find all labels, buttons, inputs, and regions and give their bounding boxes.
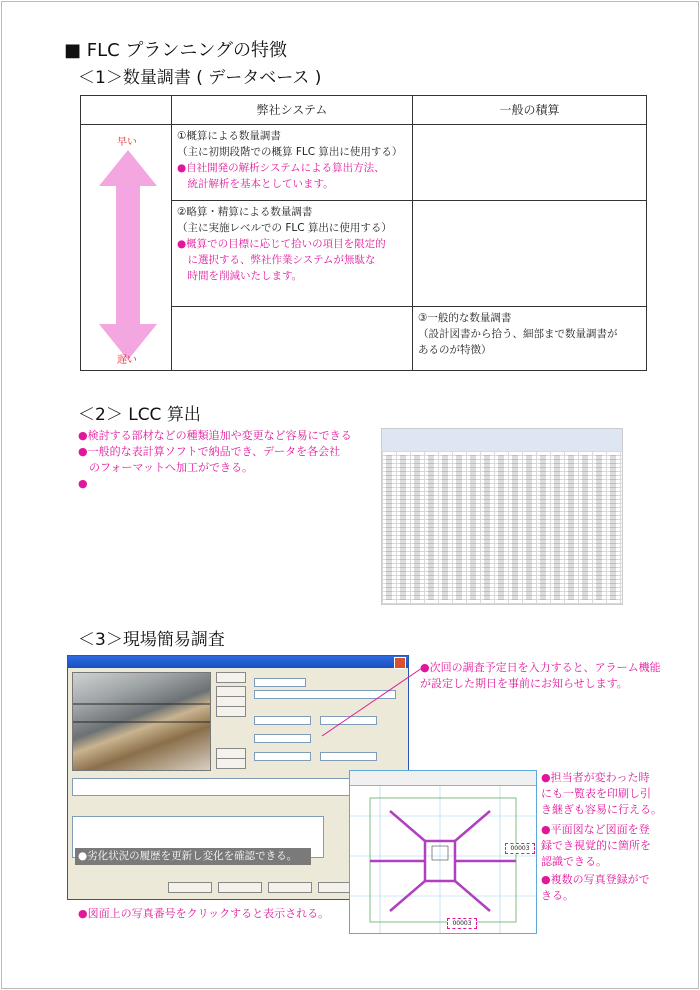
section1-heading: ＜1＞数量調書 ( データベース ) [78,68,322,88]
form-field [320,752,377,761]
row3-general [413,307,647,371]
side-note-4: ●平面図など図面を登 [541,823,650,836]
alarm-note-2: が設定した期日を事前にお知らせします。 [420,677,628,690]
form-field [254,716,311,725]
speed-fast-label: 早い [117,137,137,148]
row3-title: ③一般的な数量調書 [418,312,512,324]
spreadsheet-ribbon [382,429,622,452]
row1-title: ①概算による数量調書 [177,130,281,142]
row1-bullet-1: ●自社開発の解析システムによる算出方法、 [177,162,385,174]
side-note-2: にも一覧表を印刷し引 [541,787,651,800]
page-title: ■ FLC プランニングの特徴 [64,40,288,61]
roof-photo [72,672,211,771]
history-callout: ●劣化状況の履歴を更新し変化を確認できる。 [75,848,311,865]
row3-sub-1: （設計図書から拾う、細部まで数量調書が [418,328,618,340]
floor-plan-drawing [350,786,536,934]
row1-bullet-2: 統計解析を基本としています。 [177,178,334,190]
form-button [216,706,246,717]
side-note-8: きる。 [541,889,574,902]
row1-general [413,125,647,201]
comparison-table [80,95,647,371]
spreadsheet-data [386,455,618,600]
speed-slow-label: 遅い [117,355,137,366]
header-general: 一般の積算 [413,96,647,125]
side-note-6: 認識できる。 [541,855,607,868]
form-field [254,678,306,687]
section2-heading: ＜2＞ LCC 算出 [78,405,201,425]
row3-sub-2: あるのが特徴） [418,344,492,356]
row2-general [413,201,647,307]
footer-button [268,882,312,893]
lcc-bullet-3: ● [78,477,88,490]
form-button [216,672,246,683]
row3-ours [172,307,413,371]
photo-tag[interactable]: 00003 [505,843,535,854]
lcc-bullet-2: ●一般的な表計算ソフトで納品でき、データを各会社 [78,445,341,458]
spreadsheet-screenshot [381,428,623,605]
side-note-7: ●複数の写真登録がで [541,873,650,886]
footer-button [168,882,212,893]
speed-column [81,125,172,371]
form-field [254,734,311,743]
footer-button [218,882,262,893]
row2-bullet-1: ●概算での目標に応じて拾いの項目を限定的 [177,238,386,250]
photo-shading [73,721,210,723]
side-note-1: ●担当者が変わった時 [541,771,650,784]
row1-ours [172,125,413,201]
speed-arrow-icon [99,150,157,360]
form-field [254,752,311,761]
photo-tag[interactable]: 00003 [447,918,477,929]
lcc-bullet-2b: のフォーマットへ加工ができる。 [78,461,254,474]
row2-bullet-2: に選択する、弊社作業システムが無駄な [177,254,376,266]
alarm-note-1: ●次回の調査予定日を入力すると、アラーム機能 [420,661,661,674]
section3-heading: ＜3＞現場簡易調査 [78,630,225,650]
form-button [216,758,246,769]
callout-leader-line [320,660,430,740]
side-note-3: き継ぎも容易に行える。 [541,803,662,816]
photo-shading [73,703,210,705]
photo-click-note: ●図面上の写真番号をクリックすると表示される。 [78,907,330,920]
header-ours: 弊社システム [172,96,413,125]
plan-toolbar [350,771,536,786]
row2-title: ②略算・精算による数量調書 [177,206,313,218]
row2-sub: （主に実施レベルでの FLC 算出に使用する） [177,222,392,234]
row2-bullet-3: 時間を削減いたします。 [177,270,303,282]
table-corner [81,96,172,125]
row1-sub: （主に初期段階での概算 FLC 算出に使用する） [177,146,403,158]
lcc-bullet-1: ●検討する部材などの種類追加や変更など容易にできる [78,429,352,442]
side-note-5: 録でき視覚的に箇所を [541,839,651,852]
floor-plan-screenshot [349,770,537,934]
row2-ours [172,201,413,307]
